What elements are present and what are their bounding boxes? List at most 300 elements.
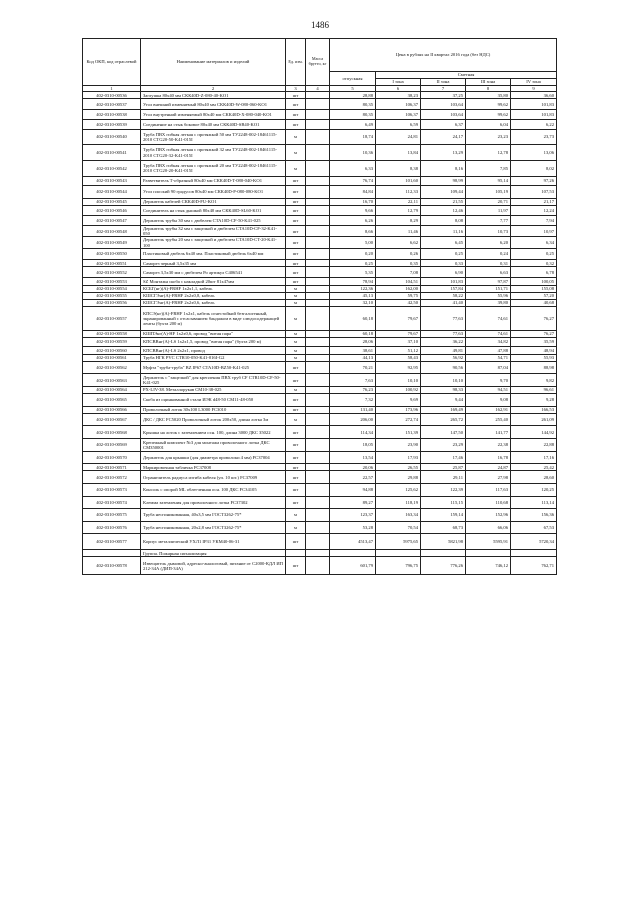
- row-unit: шт: [286, 439, 306, 452]
- row-name: Держатель трубы 32 мм с защелкой и дюбелем CTA10D-CF-32-K41-050: [141, 226, 286, 237]
- row-price-release: 131,40: [330, 406, 376, 413]
- row-price-zone-2: 265,72: [421, 413, 466, 426]
- row-price-release: 7,32: [330, 394, 376, 407]
- row-price-release: 18,05: [330, 439, 376, 452]
- row-unit: шт: [286, 406, 306, 413]
- row-price-zone-1: 106,37: [376, 109, 421, 120]
- row-price-zone-2: 23,29: [421, 439, 466, 452]
- row-mass: [306, 557, 330, 575]
- row-price-zone-2: 6,45: [421, 237, 466, 248]
- row-name: КПСВВнг(А)-LS 1х2х1,5, провод "витая пара" (бухта 200 м): [141, 337, 286, 347]
- row-mass: [306, 160, 330, 176]
- row-price-zone-3: [466, 550, 511, 557]
- row-unit: м: [286, 307, 306, 330]
- row-mass: [306, 176, 330, 186]
- row-price-zone-2: 103,64: [421, 109, 466, 120]
- row-price-zone-1: 106,37: [376, 99, 421, 110]
- row-price-zone-4: 17,16: [511, 451, 557, 464]
- row-price-zone-3: 6,20: [466, 237, 511, 248]
- table-row: [83, 145, 557, 161]
- row-price-zone-4: 261,09: [511, 413, 557, 426]
- row-price-release: 94,88: [330, 484, 376, 497]
- row-unit: шт: [286, 186, 306, 199]
- row-unit: шт: [286, 464, 306, 471]
- row-price-release: 84,84: [330, 186, 376, 199]
- table-row: [83, 186, 557, 199]
- row-price-zone-2: 10,10: [421, 374, 466, 387]
- row-price-zone-1: 13,84: [376, 145, 421, 161]
- table-row: [83, 278, 557, 285]
- row-name: КШСГЭнг(А)-FRHF 2х2х0,6, кабель: [141, 300, 286, 307]
- row-price-release: 5,35: [330, 267, 376, 278]
- row-price-zone-2: 17,46: [421, 451, 466, 464]
- row-price-zone-2: 21,55: [421, 198, 466, 205]
- row-code: 402-0310-00573: [83, 484, 141, 497]
- table-row: [83, 484, 557, 497]
- row-mass: [306, 129, 330, 145]
- row-mass: [306, 484, 330, 497]
- page-number: 1486: [311, 20, 329, 30]
- row-price-release: 6,33: [330, 160, 376, 176]
- row-name: КШСГЭнг(А)-FRHF 2х2х0,8, кабель: [141, 292, 286, 299]
- table-row: [83, 285, 557, 292]
- row-price-zone-3: 7,85: [466, 160, 511, 176]
- row-price-zone-2: [421, 550, 466, 557]
- row-unit: м: [286, 129, 306, 145]
- row-price-zone-1: 0,26: [376, 248, 421, 259]
- row-code: 402-0310-00559: [83, 337, 141, 347]
- row-price-release: 114,34: [330, 426, 376, 439]
- row-price-zone-4: 762,71: [511, 557, 557, 575]
- row-price-zone-1: 101,60: [376, 176, 421, 186]
- row-unit: шт: [286, 361, 306, 374]
- table-row: [83, 374, 557, 387]
- row-code: 402-0310-00568: [83, 426, 141, 439]
- row-price-zone-2: 8,08: [421, 216, 466, 226]
- row-mass: [306, 394, 330, 407]
- row-unit: шт: [286, 120, 306, 129]
- row-price-zone-4: 22,88: [511, 439, 557, 452]
- row-code: 402-0310-00554: [83, 285, 141, 292]
- row-price-release: 28,06: [330, 337, 376, 347]
- row-price-zone-4: 6,22: [511, 120, 557, 129]
- row-price-zone-4: 8,02: [511, 160, 557, 176]
- table-row: [83, 248, 557, 259]
- row-code: 402-0310-00576: [83, 521, 141, 534]
- row-unit: м: [286, 521, 306, 534]
- row-price-zone-3: 74,61: [466, 330, 511, 337]
- row-price-zone-1: 0,35: [376, 259, 421, 267]
- row-unit: м: [286, 300, 306, 307]
- row-unit: шт: [286, 205, 306, 216]
- row-unit: м: [286, 509, 306, 522]
- table-row: [83, 557, 557, 575]
- row-price-zone-4: 100,05: [511, 278, 557, 285]
- table-row: [83, 361, 557, 374]
- row-price-zone-3: 47,88: [466, 347, 511, 354]
- row-mass: [306, 99, 330, 110]
- row-name: Саморез черный 3,5х35 мм: [141, 259, 286, 267]
- row-name: Крышка на лоток с заземлением осн. 100, длина 3000 ДКС 35022: [141, 426, 286, 439]
- row-price-zone-2: 8,16: [421, 160, 466, 176]
- row-name: Соединение на стык боковое 80х40 мм СКК40D-SB40-KO1: [141, 120, 286, 129]
- row-price-release: 6,26: [330, 216, 376, 226]
- row-mass: [306, 307, 330, 330]
- row-price-zone-1: 163,34: [376, 509, 421, 522]
- table-row: [83, 226, 557, 237]
- row-mass: [306, 361, 330, 374]
- row-mass: [306, 186, 330, 199]
- row-mass: [306, 109, 330, 120]
- price-table: [82, 38, 557, 575]
- row-mass: [306, 347, 330, 354]
- row-mass: [306, 374, 330, 387]
- row-price-zone-1: 42,50: [376, 300, 421, 307]
- row-name: КШПЭнг(А)-HF 1х2х0,6, провод "витая пара": [141, 330, 286, 337]
- row-mass: [306, 386, 330, 393]
- header-release: отпускная: [330, 72, 376, 86]
- row-price-zone-2: 77,63: [421, 307, 466, 330]
- row-mass: [306, 205, 330, 216]
- table-row: [83, 451, 557, 464]
- row-price-zone-1: 162,00: [376, 285, 421, 292]
- row-price-release: 60,18: [330, 307, 376, 330]
- row-price-zone-4: 97,26: [511, 176, 557, 186]
- row-code: 402-0310-00558: [83, 330, 141, 337]
- row-price-zone-1: 11,46: [376, 226, 421, 237]
- row-name: Труба ПВХ гибкая легкая с протяжкой 32 мм ТУ2248-002-18461115-2010 CTG20-32-K41-015I: [141, 145, 286, 161]
- row-price-zone-2: 776,26: [421, 557, 466, 575]
- row-price-zone-1: 10,10: [376, 374, 421, 387]
- row-mass: [306, 406, 330, 413]
- row-price-release: 89,27: [330, 496, 376, 509]
- row-unit: шт: [286, 374, 306, 387]
- row-price-zone-2: 37,25: [421, 92, 466, 99]
- row-price-zone-3: 99,62: [466, 99, 511, 110]
- row-price-release: 5,00: [330, 237, 376, 248]
- row-price-zone-1: 17,93: [376, 451, 421, 464]
- row-price-zone-3: 746,12: [466, 557, 511, 575]
- row-mass: [306, 198, 330, 205]
- row-price-zone-3: 54,71: [466, 354, 511, 361]
- row-price-zone-1: 125,62: [376, 484, 421, 497]
- row-price-zone-3: 5595,91: [466, 534, 511, 550]
- row-price-zone-1: 6,59: [376, 120, 421, 129]
- table-row: [83, 259, 557, 267]
- row-price-release: 80,35: [330, 99, 376, 110]
- row-price-zone-1: 79,67: [376, 307, 421, 330]
- table-row: [83, 307, 557, 330]
- row-price-zone-4: 156,36: [511, 509, 557, 522]
- row-price-release: 78,94: [330, 278, 376, 285]
- row-price-zone-2: 24,17: [421, 129, 466, 145]
- row-mass: [306, 92, 330, 99]
- row-price-zone-3: 162,91: [466, 406, 511, 413]
- row-price-zone-2: 147,50: [421, 426, 466, 439]
- row-price-release: 38,61: [330, 347, 376, 354]
- row-price-zone-1: 23,90: [376, 439, 421, 452]
- row-price-zone-3: 27,98: [466, 471, 511, 484]
- row-code: 402-0310-00545: [83, 198, 141, 205]
- row-code: 402-0310-00541: [83, 145, 141, 161]
- row-name: Пластиковый дюбель 6х40 мм. Пластиковый дюбель 6х40 мм: [141, 248, 286, 259]
- row-mass: [306, 413, 330, 426]
- row-price-zone-3: 87,04: [466, 361, 511, 374]
- row-unit: шт: [286, 216, 306, 226]
- row-price-zone-4: 36,60: [511, 92, 557, 99]
- row-price-zone-2: 169,49: [421, 406, 466, 413]
- row-code: 402-0310-00565: [83, 394, 141, 407]
- row-name: Извещатель дымовой, адресно-аналоговый, питание от С2000-КДЛ ИП 212-34А (ДИП-34А): [141, 557, 286, 575]
- row-name: Скоба из оцинкованной стали ИЭК d48-50 CM11-48-050: [141, 394, 286, 407]
- row-price-release: 601,79: [330, 557, 376, 575]
- row-code: 402-0310-00549: [83, 237, 141, 248]
- row-price-zone-4: 0,32: [511, 259, 557, 267]
- row-name: SZ Монтажн скоба с накладкой 20шт 81х47мм: [141, 278, 286, 285]
- row-price-zone-1: 26,55: [376, 464, 421, 471]
- row-mass: [306, 300, 330, 307]
- row-unit: шт: [286, 557, 306, 575]
- row-price-zone-3: 12,78: [466, 145, 511, 161]
- header-name: Наименование материалов и изделий: [141, 39, 286, 86]
- table-row: [83, 534, 557, 550]
- header-zone: I зона: [376, 79, 421, 86]
- table-row: [83, 337, 557, 347]
- row-price-zone-3: 0,24: [466, 248, 511, 259]
- row-price-zone-4: 76,27: [511, 307, 557, 330]
- row-price-zone-4: 101,83: [511, 109, 557, 120]
- row-name: Труба несгиникованная, 40х3,5 мм ГОСТ3262-75*: [141, 509, 286, 522]
- row-price-release: 16,70: [330, 198, 376, 205]
- row-mass: [306, 550, 330, 557]
- table-row: [83, 198, 557, 205]
- row-price-zone-3: 152,96: [466, 509, 511, 522]
- row-price-zone-1: [376, 550, 421, 557]
- row-price-zone-2: 6,90: [421, 267, 466, 278]
- row-price-zone-3: 74,61: [466, 307, 511, 330]
- row-price-zone-2: 0,33: [421, 259, 466, 267]
- row-price-zone-2: 0,25: [421, 248, 466, 259]
- row-code: 402-0310-00563: [83, 374, 141, 387]
- row-price-zone-1: 58,43: [376, 354, 421, 361]
- row-price-zone-2: 98,33: [421, 386, 466, 393]
- row-mass: [306, 354, 330, 361]
- row-price-zone-1: 70,54: [376, 521, 421, 534]
- row-name: Консоль с опорой ML облегченная осн. 100 ДКС FC34105: [141, 484, 286, 497]
- row-price-zone-4: 40,68: [511, 300, 557, 307]
- row-code: 402-0310-00570: [83, 451, 141, 464]
- row-name: Угол плоский 90 градусов 80х40 мм СКК40D-P-080-080-KO1: [141, 186, 286, 199]
- row-price-zone-4: 76,27: [511, 330, 557, 337]
- row-mass: [306, 237, 330, 248]
- row-price-zone-4: 113,14: [511, 496, 557, 509]
- row-price-zone-3: 20,71: [466, 198, 511, 205]
- row-code: 402-0310-00553: [83, 278, 141, 285]
- row-name: КПСВВнг(А)-LS 2х2х1, провод: [141, 347, 286, 354]
- row-price-release: 122,36: [330, 285, 376, 292]
- row-name: PX-LIV-38. Металлорукав CM10-38-025: [141, 386, 286, 393]
- row-price-zone-4: 13,06: [511, 145, 557, 161]
- row-price-zone-3: 95,14: [466, 176, 511, 186]
- row-price-zone-3: 9,70: [466, 374, 511, 387]
- row-name: Корпус металлический УХЛ1 IP31 УКМ40-06-31: [141, 534, 286, 550]
- row-name: Труба ПВХ гибкая легкая с протяжкой 20 мм ТУ2248-002-18461115-2010 CTG20-20-K41-015I: [141, 160, 286, 176]
- row-mass: [306, 509, 330, 522]
- row-code: 402-0310-00543: [83, 176, 141, 186]
- row-code: 402-0310-00566: [83, 406, 141, 413]
- row-price-release: 7,63: [330, 374, 376, 387]
- column-number: 2: [141, 86, 286, 92]
- row-unit: м: [286, 145, 306, 161]
- header-zone: III зона: [466, 79, 511, 86]
- row-price-zone-3: 34,82: [466, 337, 511, 347]
- row-price-zone-2: 56,92: [421, 354, 466, 361]
- row-mass: [306, 120, 330, 129]
- row-price-zone-4: 166,53: [511, 406, 557, 413]
- row-code: [83, 550, 141, 557]
- row-mass: [306, 267, 330, 278]
- row-mass: [306, 278, 330, 285]
- row-price-zone-2: 41,40: [421, 300, 466, 307]
- row-price-zone-3: 94,51: [466, 386, 511, 393]
- row-price-zone-2: 159,14: [421, 509, 466, 522]
- row-code: 402-0310-00561: [83, 354, 141, 361]
- row-unit: шт: [286, 248, 306, 259]
- table-row: [83, 464, 557, 471]
- row-price-zone-1: 12,79: [376, 205, 421, 216]
- row-price-zone-2: 77,63: [421, 330, 466, 337]
- row-code: 402-0310-00539: [83, 120, 141, 129]
- row-code: 402-0310-00557: [83, 307, 141, 330]
- row-price-zone-4: 28,60: [511, 471, 557, 484]
- row-name: Проволочный лоток 30х100 L3000 FC3010: [141, 406, 286, 413]
- row-mass: [306, 216, 330, 226]
- row-price-zone-4: 120,25: [511, 484, 557, 497]
- row-price-zone-2: 58,22: [421, 292, 466, 299]
- row-mass: [306, 226, 330, 237]
- row-name: Саморез 3,5х30 мм с дюбелем Ро артикул С406541: [141, 267, 286, 278]
- row-price-release: 44,13: [330, 354, 376, 361]
- row-price-zone-3: 99,62: [466, 109, 511, 120]
- row-price-zone-3: 117,63: [466, 484, 511, 497]
- row-price-zone-3: 55,96: [466, 292, 511, 299]
- row-price-zone-2: 9,44: [421, 394, 466, 407]
- column-number: 5: [330, 86, 376, 92]
- row-unit: м: [286, 347, 306, 354]
- row-price-zone-2: 90,56: [421, 361, 466, 374]
- row-price-zone-1: 38,23: [376, 92, 421, 99]
- row-price-zone-1: 29,88: [376, 471, 421, 484]
- row-price-zone-3: 23,23: [466, 129, 511, 145]
- row-price-zone-4: 67,53: [511, 521, 557, 534]
- row-price-zone-1: 7,08: [376, 267, 421, 278]
- row-price-zone-2: 103,64: [421, 99, 466, 110]
- row-price-zone-2: 115,15: [421, 496, 466, 509]
- column-number: 1: [83, 86, 141, 92]
- row-code: 402-0310-00537: [83, 99, 141, 110]
- table-row: [83, 292, 557, 299]
- row-price-zone-2: 68,73: [421, 521, 466, 534]
- price-table-body: [83, 92, 557, 575]
- row-name: Угол внутренний изменяемый 80х40 мм СКК40D-X-080-040-KO1: [141, 109, 286, 120]
- row-price-release: 53,28: [330, 521, 376, 534]
- table-row: [83, 413, 557, 426]
- row-price-zone-3: 24,87: [466, 464, 511, 471]
- row-price-zone-1: 22,11: [376, 198, 421, 205]
- row-price-zone-2: 36,22: [421, 337, 466, 347]
- row-mass: [306, 330, 330, 337]
- row-price-zone-4: 155,08: [511, 285, 557, 292]
- row-unit: [286, 550, 306, 557]
- row-name: КСБГ(нг)(А)-FRHF 1х2х1,1, кабель: [141, 285, 286, 292]
- row-unit: м: [286, 386, 306, 393]
- row-unit: м: [286, 354, 306, 361]
- row-unit: м: [286, 160, 306, 176]
- row-price-release: 8,66: [330, 226, 376, 237]
- row-unit: шт: [286, 426, 306, 439]
- row-unit: шт: [286, 267, 306, 278]
- row-price-zone-4: 21,17: [511, 198, 557, 205]
- row-mass: [306, 439, 330, 452]
- row-price-release: 70,21: [330, 361, 376, 374]
- row-price-zone-2: 12,46: [421, 205, 466, 216]
- row-price-zone-3: 110,68: [466, 496, 511, 509]
- row-price-release: 22,57: [330, 471, 376, 484]
- row-name: Держатель трубы 30 мм с дюбелем CTA10D-CF-50-K41-025: [141, 216, 286, 226]
- row-unit: м: [286, 413, 306, 426]
- row-price-zone-3: 16,78: [466, 451, 511, 464]
- row-code: 402-0310-00538: [83, 109, 141, 120]
- row-price-zone-2: 25,87: [421, 464, 466, 471]
- table-row: [83, 521, 557, 534]
- row-price-zone-4: 88,98: [511, 361, 557, 374]
- row-price-zone-2: 157,84: [421, 285, 466, 292]
- row-price-zone-4: 7,94: [511, 216, 557, 226]
- row-price-zone-1: 24,81: [376, 129, 421, 145]
- table-row: [83, 330, 557, 337]
- row-price-zone-1: 173,96: [376, 406, 421, 413]
- header-unit: Ед. изм.: [286, 39, 306, 86]
- row-price-zone-4: 107,53: [511, 186, 557, 199]
- table-row: [83, 300, 557, 307]
- table-row: [83, 205, 557, 216]
- column-number: 4: [306, 86, 330, 92]
- row-price-zone-1: 8,29: [376, 216, 421, 226]
- row-name: Держатель кабелей СКК40D-FU-KO1: [141, 198, 286, 205]
- row-price-zone-1: 104,51: [376, 278, 421, 285]
- row-code: 402-0310-00542: [83, 160, 141, 176]
- row-price-zone-2: 29,11: [421, 471, 466, 484]
- row-price-zone-1: 9,69: [376, 394, 421, 407]
- row-unit: м: [286, 330, 306, 337]
- row-unit: шт: [286, 534, 306, 550]
- column-number: 9: [511, 86, 557, 92]
- row-price-zone-3: 255,40: [466, 413, 511, 426]
- row-name: Разветвитель Т-образный 80х40 мм СКК40D-T-080-040-KO1: [141, 176, 286, 186]
- row-mass: [306, 464, 330, 471]
- table-row: [83, 426, 557, 439]
- row-price-zone-1: 8,38: [376, 160, 421, 176]
- row-name: Труба ПВХ гибкая легкая с протяжкой 50 мм ТУ2248-002-18461115-2010 CTG20-50-K41-015I: [141, 129, 286, 145]
- row-price-release: 206,00: [330, 413, 376, 426]
- table-row: [83, 160, 557, 176]
- table-row: [83, 92, 557, 99]
- row-code: 402-0310-00540: [83, 129, 141, 145]
- row-code: 402-0310-00544: [83, 186, 141, 199]
- row-price-zone-2: 122,39: [421, 484, 466, 497]
- row-price-zone-4: 101,83: [511, 99, 557, 110]
- row-price-zone-4: [511, 550, 557, 557]
